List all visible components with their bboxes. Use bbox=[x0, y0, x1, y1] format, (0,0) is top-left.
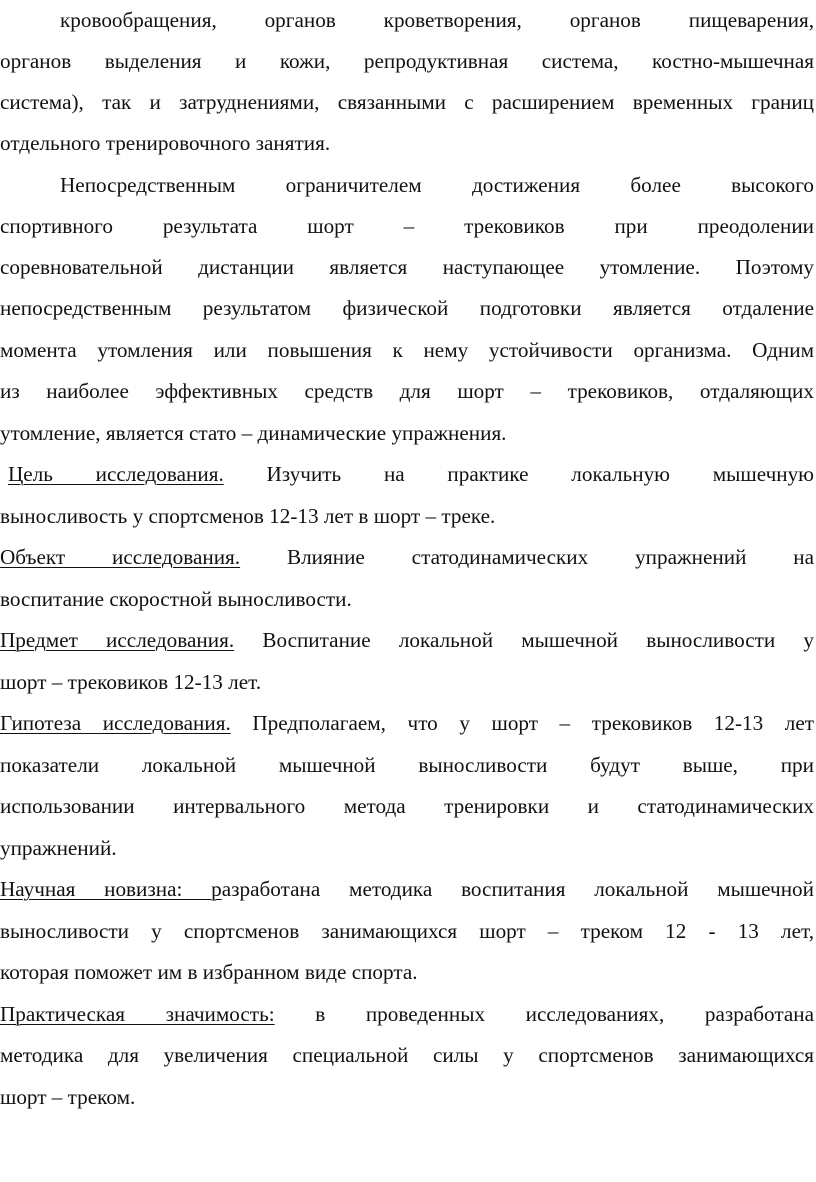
intro-line-1: кровообращения, органов кроветворения, органов пищеварения, bbox=[60, 8, 814, 32]
object-line-2: воспитание скоростной выносливости. bbox=[0, 587, 352, 611]
fatigue-line-3: соревновательной дистанции является наступающее утомление. Поэтому bbox=[0, 255, 814, 279]
novelty-line-2: выносливости у спортсменов занимающихся шорт – треком 12 - 13 лет, bbox=[0, 919, 814, 943]
hypothesis-line-3: использовании интервального метода тренировки и статодинамических bbox=[0, 794, 814, 818]
goal-line-1 bbox=[8, 461, 814, 487]
novelty-line-3: которая поможет им в избранном виде спорта. bbox=[0, 960, 418, 984]
object-line-1 bbox=[0, 544, 814, 570]
novelty-line-1 bbox=[0, 876, 814, 902]
hypothesis-line-4: упражнений. bbox=[0, 836, 117, 860]
hypothesis-line-2: показатели локальной мышечной выносливости будут выше, при bbox=[0, 753, 814, 777]
subject-text: Воспитание локальной мышечной выносливости у bbox=[262, 628, 814, 652]
intro-line-3: система), так и затруднениями, связанными с расширением временных границ bbox=[0, 90, 814, 114]
goal-text: Изучить на практике локальную мышечную bbox=[266, 462, 814, 486]
novelty-label: Научная новизна: р bbox=[0, 877, 222, 901]
goal-label: Цель исследования. bbox=[8, 462, 224, 486]
significance-line-1 bbox=[0, 1001, 814, 1027]
hypothesis-line-1 bbox=[0, 710, 814, 736]
hypothesis-text: Предполагаем, что у шорт – трековиков 12-13 лет bbox=[252, 711, 814, 735]
goal-line-2: выносливость у спортсменов 12-13 лет в шорт – треке. bbox=[0, 504, 496, 528]
significance-label: Практическая значимость: bbox=[0, 1002, 275, 1026]
object-label: Объект исследования. bbox=[0, 545, 241, 569]
subject-line-2: шорт – трековиков 12-13 лет. bbox=[0, 670, 262, 694]
fatigue-line-1: Непосредственным ограничителем достижения более высокого bbox=[60, 173, 814, 197]
object-text: Влияние статодинамических упражнений на bbox=[286, 545, 814, 569]
subject-label: Предмет исследования. bbox=[0, 628, 235, 652]
significance-text: в проведенных исследованиях, разработана bbox=[315, 1002, 814, 1026]
fatigue-line-5: момента утомления или повышения к нему устойчивости организма. Одним bbox=[0, 338, 814, 362]
fatigue-line-4: непосредственным результатом физической подготовки является отдаление bbox=[0, 296, 814, 320]
subject-line-1 bbox=[0, 627, 814, 653]
novelty-text: азработана методика воспитания локальной мышечной bbox=[221, 877, 814, 901]
fatigue-line-6: из наиболее эффективных средств для шорт – трековиков, отдаляющих bbox=[0, 379, 814, 403]
significance-line-3: шорт – треком. bbox=[0, 1085, 136, 1109]
significance-line-2: методика для увеличения специальной силы у спортсменов занимающихся bbox=[0, 1043, 814, 1067]
intro-line-4: отдельного тренировочного занятия. bbox=[0, 131, 331, 155]
hypothesis-label: Гипотеза исследования. bbox=[0, 711, 231, 735]
intro-line-2: органов выделения и кожи, репродуктивная система, костно-мышечная bbox=[0, 49, 814, 73]
fatigue-line-7: утомление, является стато – динамические упражнения. bbox=[0, 421, 507, 445]
fatigue-line-2: спортивного результата шорт – трековиков при преодолении bbox=[0, 214, 814, 238]
